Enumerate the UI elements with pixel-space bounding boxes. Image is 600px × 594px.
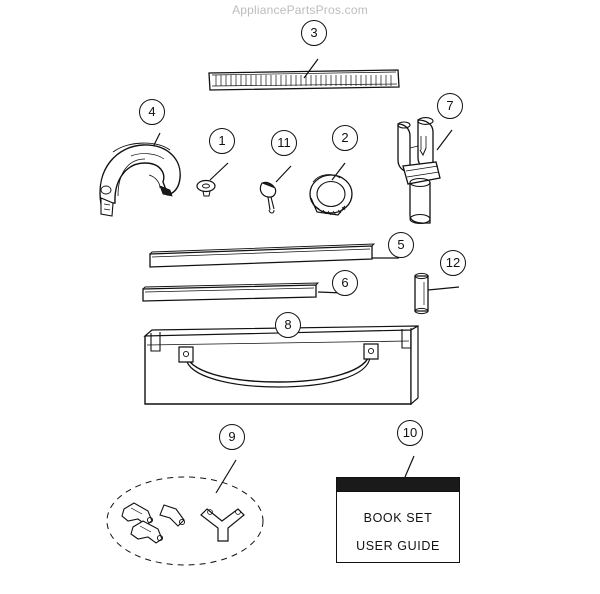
- leader-line-12: [428, 287, 459, 290]
- callout-5[interactable]: 5: [388, 232, 414, 258]
- leader-line-9: [216, 460, 236, 493]
- callout-2[interactable]: 2: [332, 125, 358, 151]
- part-7-dual-cylinder-assembly: [398, 118, 440, 224]
- part-8-door-panel: [145, 326, 418, 404]
- book-title-line-1: BOOK SET: [363, 511, 433, 525]
- callout-12[interactable]: 12: [440, 250, 466, 276]
- book-header-bar: [337, 478, 459, 492]
- callout-8[interactable]: 8: [275, 312, 301, 338]
- part-5-upper-rail: [150, 244, 374, 267]
- callout-6[interactable]: 6: [332, 270, 358, 296]
- leader-line-10: [405, 456, 414, 477]
- watermark-text: AppliancePartsPros.com: [232, 3, 368, 17]
- leader-line-11: [276, 166, 291, 182]
- part-3-comb-strip: [209, 70, 399, 90]
- part-9-hardware-group: [107, 477, 263, 565]
- book-title-line-2: USER GUIDE: [356, 539, 440, 553]
- callout-11[interactable]: 11: [271, 130, 297, 156]
- part-11-cotter-pin: [260, 182, 275, 213]
- part-6-lower-rail: [143, 283, 318, 301]
- callout-4[interactable]: 4: [139, 99, 165, 125]
- callout-9[interactable]: 9: [219, 424, 245, 450]
- callout-3[interactable]: 3: [301, 20, 327, 46]
- leader-line-1: [210, 163, 228, 180]
- leader-line-7: [437, 130, 452, 150]
- part-10-user-guide: [336, 477, 460, 563]
- callout-10[interactable]: 10: [397, 420, 423, 446]
- part-1-washer: [197, 181, 215, 197]
- callout-7[interactable]: 7: [437, 93, 463, 119]
- part-4-curved-bracket: [100, 143, 180, 216]
- part-12-roller: [415, 273, 428, 313]
- part-2-hose-clamp: [310, 175, 352, 215]
- callout-1[interactable]: 1: [209, 128, 235, 154]
